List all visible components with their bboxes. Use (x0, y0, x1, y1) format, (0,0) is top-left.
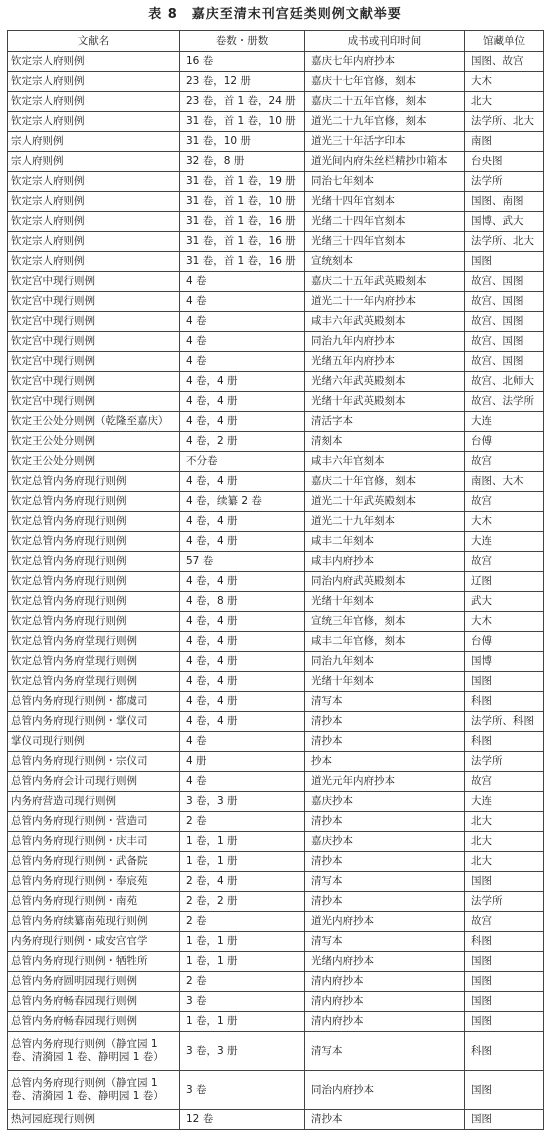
cell-holding: 故宫、国图 (465, 292, 544, 312)
cell-title: 总管内务府圆明园现行则例 (8, 972, 180, 992)
cell-title: 钦定总管内务府堂现行则例 (8, 672, 180, 692)
table-row (8, 932, 544, 952)
cell-volumes: 1 卷，1 册 (180, 852, 305, 872)
cell-date: 清抄本 (305, 1110, 465, 1130)
cell-holding: 法学所、北大 (465, 232, 544, 252)
cell-title: 钦定宫中现行则例 (8, 312, 180, 332)
cell-title: 钦定总管内务府现行则例 (8, 492, 180, 512)
cell-holding: 故宫、国图 (465, 312, 544, 332)
cell-date: 清抄本 (305, 712, 465, 732)
cell-date: 同治九年刻本 (305, 652, 465, 672)
cell-holding: 法学所、北大 (465, 112, 544, 132)
cell-title: 钦定总管内务府现行则例 (8, 512, 180, 532)
cell-title: 宗人府则例 (8, 132, 180, 152)
cell-volumes: 1 卷，1 册 (180, 1012, 305, 1032)
cell-date: 嘉庆抄本 (305, 792, 465, 812)
cell-title: 钦定总管内务府现行则例 (8, 472, 180, 492)
cell-holding: 北大 (465, 812, 544, 832)
cell-volumes: 4 卷，4 册 (180, 392, 305, 412)
table-row (8, 812, 544, 832)
cell-volumes: 4 卷，4 册 (180, 372, 305, 392)
table-row (8, 252, 544, 272)
catalog-table (7, 30, 544, 1130)
cell-date: 清写本 (305, 692, 465, 712)
cell-volumes: 12 卷 (180, 1110, 305, 1130)
table-row (8, 412, 544, 432)
cell-title: 钦定宫中现行则例 (8, 392, 180, 412)
cell-date: 清抄本 (305, 812, 465, 832)
cell-volumes: 4 卷，2 册 (180, 432, 305, 452)
table-body (8, 52, 544, 1130)
cell-date: 同治内府抄本 (305, 1071, 465, 1110)
cell-volumes: 31 卷，首 1 卷，10 册 (180, 192, 305, 212)
cell-volumes: 4 卷，4 册 (180, 472, 305, 492)
cell-volumes: 4 卷，4 册 (180, 692, 305, 712)
cell-title: 总管内务府现行则例（静宜园 1 卷、清漪园 1 卷、静明园 1 卷） (8, 1032, 180, 1071)
table-row (8, 232, 544, 252)
cell-holding: 故宫 (465, 492, 544, 512)
cell-volumes: 4 卷，4 册 (180, 412, 305, 432)
cell-volumes: 4 卷，4 册 (180, 672, 305, 692)
table-row (8, 1032, 544, 1071)
cell-date: 光绪十年刻本 (305, 672, 465, 692)
cell-holding: 故宫、国图 (465, 272, 544, 292)
table-row (8, 952, 544, 972)
cell-volumes: 31 卷，首 1 卷，16 册 (180, 212, 305, 232)
cell-title: 钦定总管内务府现行则例 (8, 592, 180, 612)
cell-holding: 国图 (465, 972, 544, 992)
cell-holding: 法学所 (465, 892, 544, 912)
cell-holding: 国图 (465, 672, 544, 692)
table-row (8, 352, 544, 372)
cell-holding: 法学所、科图 (465, 712, 544, 732)
cell-volumes: 2 卷，2 册 (180, 892, 305, 912)
cell-volumes: 4 卷，8 册 (180, 592, 305, 612)
cell-volumes: 4 卷，续纂 2 卷 (180, 492, 305, 512)
cell-date: 道光二十九年刻本 (305, 512, 465, 532)
cell-title: 钦定总管内务府现行则例 (8, 612, 180, 632)
cell-date: 清刻本 (305, 432, 465, 452)
table-row (8, 112, 544, 132)
cell-holding: 国图 (465, 952, 544, 972)
table-row (8, 1012, 544, 1032)
cell-volumes: 4 卷，4 册 (180, 632, 305, 652)
table-row (8, 652, 544, 672)
cell-title: 钦定宗人府则例 (8, 172, 180, 192)
table-row (8, 752, 544, 772)
table-row (8, 792, 544, 812)
table-row (8, 192, 544, 212)
cell-title: 总管内务府现行则例・南苑 (8, 892, 180, 912)
header-holding: 馆藏单位 (465, 31, 544, 52)
table-row (8, 512, 544, 532)
table-row (8, 392, 544, 412)
table-row (8, 672, 544, 692)
cell-holding: 国图、南图 (465, 192, 544, 212)
table-row (8, 732, 544, 752)
cell-date: 同治内府武英殿刻本 (305, 572, 465, 592)
cell-holding: 辽图 (465, 572, 544, 592)
cell-title: 钦定宫中现行则例 (8, 352, 180, 372)
cell-title: 掌仪司现行则例 (8, 732, 180, 752)
cell-title: 总管内务府畅春园现行则例 (8, 992, 180, 1012)
cell-holding: 武大 (465, 592, 544, 612)
table-row (8, 332, 544, 352)
cell-volumes: 4 卷 (180, 332, 305, 352)
cell-date: 咸丰六年武英殿刻本 (305, 312, 465, 332)
cell-holding: 台央图 (465, 152, 544, 172)
cell-date: 嘉庆二十五年武英殿刻本 (305, 272, 465, 292)
table-row (8, 1071, 544, 1110)
cell-holding: 国图 (465, 1012, 544, 1032)
cell-date: 嘉庆抄本 (305, 832, 465, 852)
cell-holding: 故宫 (465, 772, 544, 792)
cell-holding: 故宫 (465, 912, 544, 932)
cell-holding: 故宫 (465, 452, 544, 472)
cell-volumes: 4 卷 (180, 732, 305, 752)
cell-date: 光绪六年武英殿刻本 (305, 372, 465, 392)
cell-holding: 法学所 (465, 752, 544, 772)
cell-holding: 法学所 (465, 172, 544, 192)
cell-holding: 科图 (465, 732, 544, 752)
table-title: 表 8 嘉庆至清末刊宫廷类则例文献举要 (148, 7, 402, 22)
cell-title: 总管内务府续纂南苑现行则例 (8, 912, 180, 932)
table-row (8, 292, 544, 312)
cell-title: 钦定宫中现行则例 (8, 372, 180, 392)
cell-date: 道光内府抄本 (305, 912, 465, 932)
cell-holding: 故宫、国图 (465, 352, 544, 372)
cell-date: 嘉庆十七年官修，刻本 (305, 72, 465, 92)
cell-title: 钦定宗人府则例 (8, 112, 180, 132)
cell-holding: 国图 (465, 872, 544, 892)
cell-title: 总管内务府现行则例・都虞司 (8, 692, 180, 712)
table-row (8, 472, 544, 492)
cell-volumes: 4 卷 (180, 312, 305, 332)
table-row (8, 532, 544, 552)
cell-title: 总管内务府现行则例（静宜园 1 卷、清漪园 1 卷、静明园 1 卷） (8, 1071, 180, 1110)
cell-title: 钦定宗人府则例 (8, 252, 180, 272)
table-row (8, 132, 544, 152)
table-row (8, 972, 544, 992)
cell-title: 热河园庭现行则例 (8, 1110, 180, 1130)
cell-title: 钦定王公处分则例 (8, 452, 180, 472)
cell-volumes: 4 卷 (180, 272, 305, 292)
header-row (8, 31, 544, 52)
cell-title: 钦定总管内务府现行则例 (8, 572, 180, 592)
cell-date: 道光间内府朱丝栏精抄巾箱本 (305, 152, 465, 172)
cell-volumes: 2 卷 (180, 812, 305, 832)
header-title: 文献名 (8, 31, 180, 52)
cell-title: 钦定宫中现行则例 (8, 292, 180, 312)
cell-holding: 国图 (465, 252, 544, 272)
cell-title: 内务府营造司现行则例 (8, 792, 180, 812)
cell-holding: 科图 (465, 1032, 544, 1071)
table-row (8, 612, 544, 632)
cell-holding: 南图 (465, 132, 544, 152)
cell-date: 同治七年刻本 (305, 172, 465, 192)
cell-holding: 台傅 (465, 632, 544, 652)
cell-date: 清内府抄本 (305, 972, 465, 992)
cell-volumes: 31 卷，首 1 卷，19 册 (180, 172, 305, 192)
table-row (8, 492, 544, 512)
cell-title: 钦定宗人府则例 (8, 192, 180, 212)
table-row (8, 912, 544, 932)
cell-date: 嘉庆二十年官修，刻本 (305, 472, 465, 492)
cell-holding: 科图 (465, 932, 544, 952)
table-row (8, 892, 544, 912)
table-row (8, 692, 544, 712)
cell-holding: 故宫、国图 (465, 332, 544, 352)
cell-title: 总管内务府现行则例・掌仪司 (8, 712, 180, 732)
cell-volumes: 32 卷，8 册 (180, 152, 305, 172)
cell-holding: 国图 (465, 1110, 544, 1130)
cell-volumes: 57 卷 (180, 552, 305, 572)
cell-title: 钦定宗人府则例 (8, 92, 180, 112)
cell-holding: 南图、大木 (465, 472, 544, 492)
table-row (8, 852, 544, 872)
cell-holding: 故宫、法学所 (465, 392, 544, 412)
cell-volumes: 4 卷 (180, 292, 305, 312)
cell-volumes: 4 卷，4 册 (180, 612, 305, 632)
table-row (8, 172, 544, 192)
cell-date: 道光二十九年官修，刻本 (305, 112, 465, 132)
cell-title: 内务府现行则例・咸安宫官学 (8, 932, 180, 952)
header-volumes: 卷数・册数 (180, 31, 305, 52)
cell-date: 道光元年内府抄本 (305, 772, 465, 792)
cell-date: 清写本 (305, 1032, 465, 1071)
table-row (8, 592, 544, 612)
table-row (8, 832, 544, 852)
table-row (8, 52, 544, 72)
cell-title: 总管内务府会计司现行则例 (8, 772, 180, 792)
cell-date: 清抄本 (305, 892, 465, 912)
cell-volumes: 2 卷 (180, 972, 305, 992)
cell-title: 钦定总管内务府现行则例 (8, 552, 180, 572)
cell-volumes: 1 卷，1 册 (180, 952, 305, 972)
cell-volumes: 4 卷，4 册 (180, 532, 305, 552)
cell-title: 钦定宗人府则例 (8, 212, 180, 232)
cell-volumes: 3 卷，3 册 (180, 1032, 305, 1071)
table-row (8, 572, 544, 592)
cell-volumes: 23 卷，首 1 卷，24 册 (180, 92, 305, 112)
cell-date: 咸丰二年官修，刻本 (305, 632, 465, 652)
cell-date: 光绪五年内府抄本 (305, 352, 465, 372)
cell-holding: 故宫、北师大 (465, 372, 544, 392)
cell-volumes: 4 卷，4 册 (180, 712, 305, 732)
cell-date: 清抄本 (305, 852, 465, 872)
cell-date: 清活字本 (305, 412, 465, 432)
cell-holding: 国图 (465, 1071, 544, 1110)
table-row (8, 92, 544, 112)
cell-volumes: 2 卷，4 册 (180, 872, 305, 892)
cell-date: 道光二十一年内府抄本 (305, 292, 465, 312)
cell-holding: 北大 (465, 92, 544, 112)
cell-date: 光绪二十四年官刻本 (305, 212, 465, 232)
table-row (8, 632, 544, 652)
cell-volumes: 31 卷，首 1 卷，10 册 (180, 112, 305, 132)
cell-date: 抄本 (305, 752, 465, 772)
table-row (8, 452, 544, 472)
cell-title: 钦定总管内务府现行则例 (8, 532, 180, 552)
cell-date: 宣统刻本 (305, 252, 465, 272)
cell-date: 光绪三十四年官刻本 (305, 232, 465, 252)
cell-date: 清内府抄本 (305, 1012, 465, 1032)
cell-volumes: 3 卷 (180, 1071, 305, 1110)
cell-title: 钦定总管内务府堂现行则例 (8, 632, 180, 652)
cell-title: 钦定王公处分则例 (8, 432, 180, 452)
cell-title: 钦定宗人府则例 (8, 232, 180, 252)
cell-volumes: 1 卷，1 册 (180, 932, 305, 952)
cell-volumes: 4 卷 (180, 772, 305, 792)
cell-title: 总管内务府畅春园现行则例 (8, 1012, 180, 1032)
cell-holding: 大木 (465, 612, 544, 632)
cell-title: 钦定宫中现行则例 (8, 272, 180, 292)
cell-date: 光绪十年武英殿刻本 (305, 392, 465, 412)
cell-date: 道光二十年武英殿刻本 (305, 492, 465, 512)
cell-holding: 科图 (465, 692, 544, 712)
table-row (8, 312, 544, 332)
cell-holding: 故宫 (465, 552, 544, 572)
cell-holding: 台傅 (465, 432, 544, 452)
cell-title: 总管内务府现行则例・营造司 (8, 812, 180, 832)
cell-date: 清内府抄本 (305, 992, 465, 1012)
cell-holding: 北大 (465, 832, 544, 852)
cell-volumes: 2 卷 (180, 912, 305, 932)
cell-volumes: 23 卷，12 册 (180, 72, 305, 92)
table-row (8, 772, 544, 792)
cell-title: 总管内务府现行则例・奉宸苑 (8, 872, 180, 892)
cell-title: 钦定总管内务府堂现行则例 (8, 652, 180, 672)
cell-date: 宣统三年官修，刻本 (305, 612, 465, 632)
cell-volumes: 3 卷 (180, 992, 305, 1012)
cell-date: 光绪内府抄本 (305, 952, 465, 972)
cell-volumes: 不分卷 (180, 452, 305, 472)
cell-title: 钦定宗人府则例 (8, 52, 180, 72)
cell-volumes: 31 卷，首 1 卷，16 册 (180, 252, 305, 272)
cell-title: 宗人府则例 (8, 152, 180, 172)
cell-title: 总管内务府现行则例・武备院 (8, 852, 180, 872)
table-row (8, 552, 544, 572)
cell-volumes: 31 卷，10 册 (180, 132, 305, 152)
cell-date: 清写本 (305, 872, 465, 892)
table-row (8, 872, 544, 892)
cell-holding: 大木 (465, 72, 544, 92)
table-row (8, 992, 544, 1012)
table-row (8, 1110, 544, 1130)
cell-volumes: 4 卷 (180, 352, 305, 372)
cell-date: 清抄本 (305, 732, 465, 752)
cell-title: 总管内务府现行则例・宗仪司 (8, 752, 180, 772)
cell-holding: 大木 (465, 512, 544, 532)
cell-volumes: 4 卷，4 册 (180, 572, 305, 592)
cell-date: 清写本 (305, 932, 465, 952)
cell-date: 咸丰二年刻本 (305, 532, 465, 552)
table-row (8, 212, 544, 232)
cell-title: 钦定王公处分则例（乾隆至嘉庆） (8, 412, 180, 432)
cell-volumes: 4 卷，4 册 (180, 512, 305, 532)
cell-holding: 大连 (465, 412, 544, 432)
cell-holding: 大连 (465, 532, 544, 552)
table-row (8, 432, 544, 452)
cell-date: 咸丰六年官刻本 (305, 452, 465, 472)
cell-holding: 大连 (465, 792, 544, 812)
cell-date: 道光三十年活字印本 (305, 132, 465, 152)
table-row (8, 372, 544, 392)
cell-date: 嘉庆二十五年官修，刻本 (305, 92, 465, 112)
cell-date: 咸丰内府抄本 (305, 552, 465, 572)
cell-volumes: 4 册 (180, 752, 305, 772)
table-row (8, 152, 544, 172)
table-row (8, 72, 544, 92)
cell-volumes: 4 卷，4 册 (180, 652, 305, 672)
table-row (8, 712, 544, 732)
cell-holding: 北大 (465, 852, 544, 872)
cell-volumes: 16 卷 (180, 52, 305, 72)
cell-holding: 国博 (465, 652, 544, 672)
cell-volumes: 3 卷，3 册 (180, 792, 305, 812)
cell-holding: 国博、武大 (465, 212, 544, 232)
cell-title: 总管内务府现行则例・庆丰司 (8, 832, 180, 852)
cell-date: 同治九年内府抄本 (305, 332, 465, 352)
cell-volumes: 1 卷，1 册 (180, 832, 305, 852)
header-date: 成书或刊印时间 (305, 31, 465, 52)
cell-holding: 国图 (465, 992, 544, 1012)
table-row (8, 272, 544, 292)
cell-date: 光绪十年刻本 (305, 592, 465, 612)
cell-holding: 国图、故宫 (465, 52, 544, 72)
cell-date: 光绪十四年官刻本 (305, 192, 465, 212)
cell-title: 钦定宫中现行则例 (8, 332, 180, 352)
cell-volumes: 31 卷，首 1 卷，16 册 (180, 232, 305, 252)
cell-title: 钦定宗人府则例 (8, 72, 180, 92)
cell-title: 总管内务府现行则例・牺牲所 (8, 952, 180, 972)
cell-date: 嘉庆七年内府抄本 (305, 52, 465, 72)
